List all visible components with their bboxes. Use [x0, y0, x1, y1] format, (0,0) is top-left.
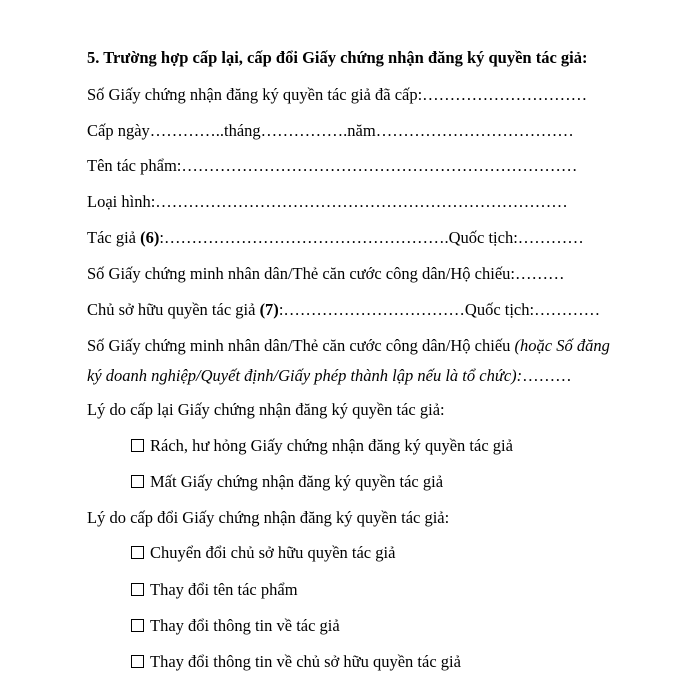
option-label: Thay đổi thông tin về tác giả [150, 616, 340, 635]
exchange-option[interactable] [131, 616, 340, 636]
option-label: Thay đổi tên tác phẩm [150, 580, 298, 599]
owner-id-italic-cont: ký doanh nghiệp/Quyết định/Giấy phép thành lập nếu là tổ chức): [87, 366, 523, 385]
owner-id-field-cont[interactable] [87, 366, 572, 386]
checkbox-icon[interactable] [131, 439, 144, 452]
issue-date-field[interactable]: Cấp ngày…………..tháng…………….năm……………………………… [87, 121, 574, 140]
owner-id-dots: ……… [522, 366, 572, 385]
option-label: Mất Giấy chứng nhận đăng ký quyền tác giả [150, 472, 444, 491]
option-label: Thay đổi thông tin về chủ sở hữu quyền tác giả [150, 652, 461, 671]
owner-rest: :……………………………Quốc tịch:………… [278, 300, 601, 319]
author-id-field[interactable]: Số Giấy chứng minh nhân dân/Thẻ căn cước công dân/Hộ chiếu:……… [87, 264, 565, 283]
exchange-label: Lý do cấp đổi Giấy chứng nhận đăng ký quyền tác giả: [87, 508, 450, 527]
option-label: Chuyển đổi chủ sở hữu quyền tác giả [150, 543, 396, 562]
exchange-option[interactable] [131, 543, 395, 563]
exchange-option[interactable] [131, 580, 298, 600]
type-field[interactable]: Loại hình:………………………………………………………………… [87, 192, 568, 211]
owner-id-field[interactable] [87, 336, 610, 356]
exchange-option[interactable] [131, 652, 461, 672]
owner-id-label: Số Giấy chứng minh nhân dân/Thẻ căn cước công dân/Hộ chiếu [87, 336, 515, 355]
checkbox-icon[interactable] [131, 655, 144, 668]
author-rest: :…………………………………………….Quốc tịch:………… [159, 228, 584, 247]
owner-id-italic: (hoặc Số đăng [514, 336, 610, 355]
cert-number-field[interactable]: Số Giấy chứng nhận đăng ký quyền tác giả đã cấp:………………………… [87, 85, 588, 104]
author-note: (6) [140, 228, 160, 247]
work-name-field[interactable]: Tên tác phẩm:……………………………………………………………… [87, 156, 578, 175]
checkbox-icon[interactable] [131, 619, 144, 632]
reissue-label: Lý do cấp lại Giấy chứng nhận đăng ký quyền tác giả: [87, 400, 445, 419]
option-label: Rách, hư hỏng Giấy chứng nhận đăng ký quyền tác giả [150, 436, 513, 455]
section-heading: 5. Trường hợp cấp lại, cấp đổi Giấy chứng nhận đăng ký quyền tác giả: [87, 48, 588, 67]
owner-label: Chủ sở hữu quyền tác giả [87, 300, 260, 319]
checkbox-icon[interactable] [131, 475, 144, 488]
checkbox-icon[interactable] [131, 583, 144, 596]
author-field[interactable] [87, 228, 584, 248]
author-label: Tác giả [87, 228, 141, 247]
checkbox-icon[interactable] [131, 546, 144, 559]
reissue-option[interactable] [131, 436, 513, 456]
owner-note: (7) [259, 300, 279, 319]
owner-field[interactable] [87, 300, 600, 320]
reissue-option[interactable] [131, 472, 443, 492]
